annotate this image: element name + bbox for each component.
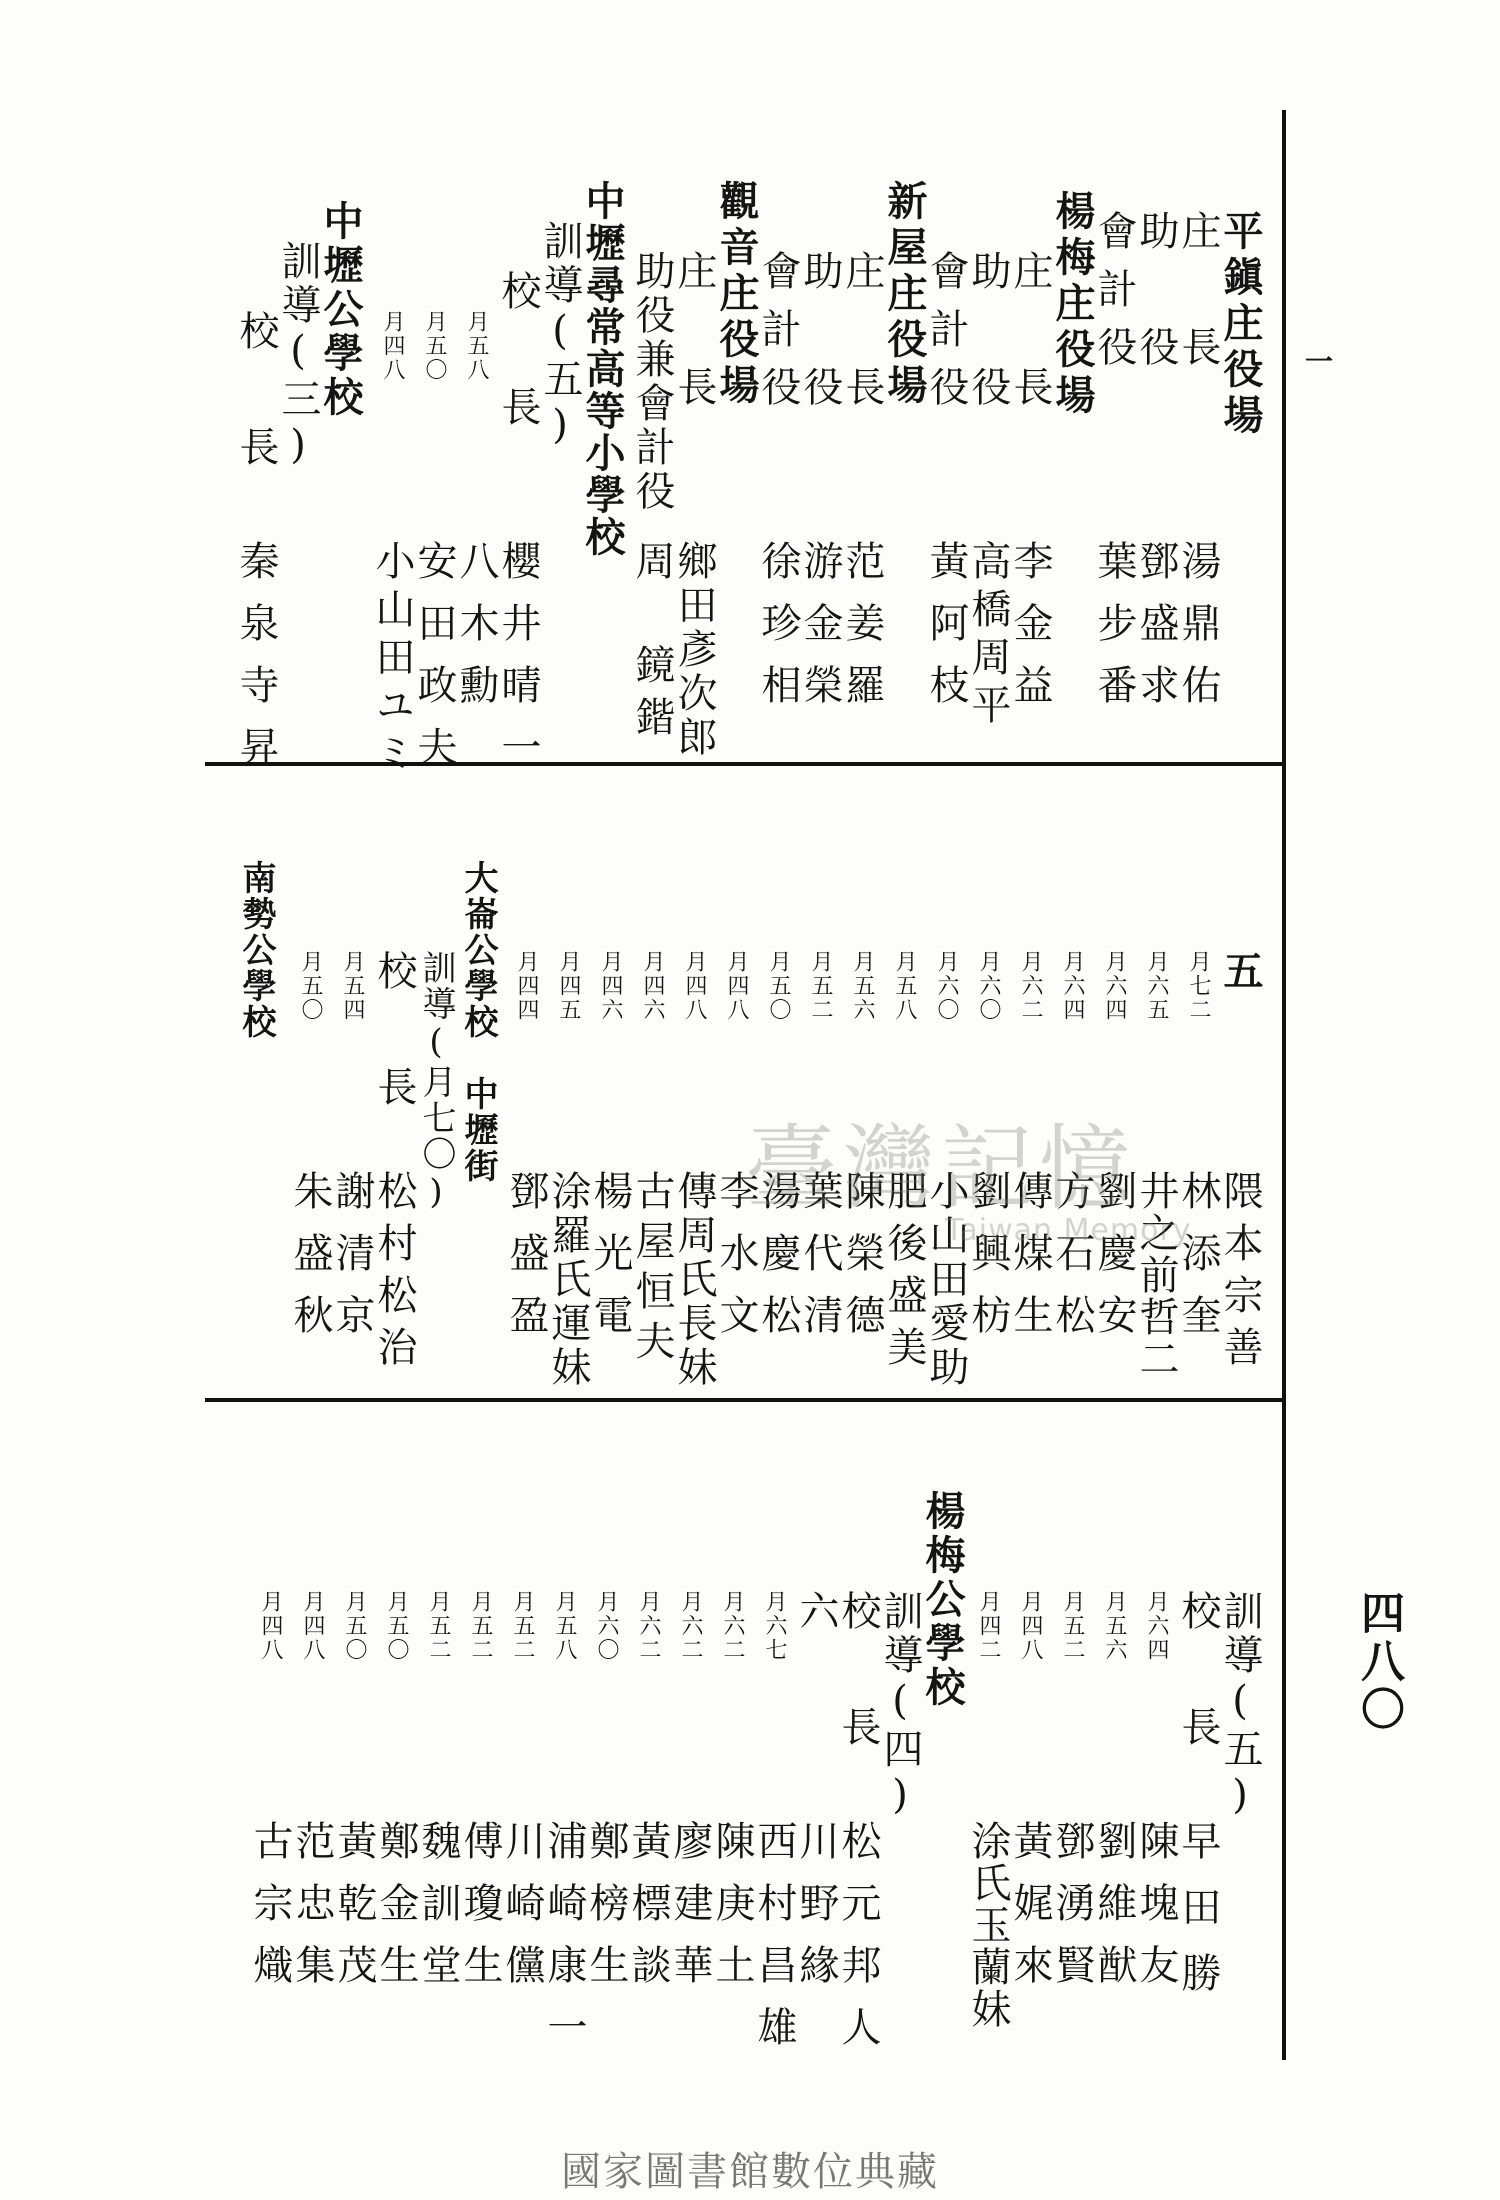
header-mark: 一 <box>1305 345 1334 378</box>
section-divider-middle <box>205 1398 1285 1402</box>
section-bottom: 訓導(五) 校 長 早田勝 月六四 陳塊友 月五六 劉維猷 月五二 鄧湧賢 月四八 黃娓來 月四二 涂氏玉蘭妹 楊梅公學校 訓導(四) 校 長 松元邦人 六 川野緣 月六七 西村昌雄 月六二 陳庚土 月六二 廖建華 月六二 黃標談 月六〇 鄭榜生 月五八 浦崎康一 月五二 川崎儻 月五二 傅瓊生 月五二 魏訓堂 月五〇 鄭金生 月五〇 黃乾茂 月四八 范忠集 月四八 古宗熾 <box>247 1490 1263 2068</box>
right-margin-rule <box>1282 110 1286 2060</box>
footer-credit: 國家圖書館數位典藏 <box>561 2149 939 2195</box>
section-top: 平鎭庄役場 庄 長 湯鼎佑 助 役 鄧盛求 會計役 葉步番 楊梅庄役場 庄 長 李金益 助 役 高橋周平 會計役 黃阿枝 新屋庄役場 庄 長 范姜羅 助 役 游金榮 會計役 徐珍相 觀音庄役場 庄 長 鄉田彥次郎 助役兼會計役 周 鏡鍇 中壢尋常高等小學校 訓導(五) 校 長 櫻井晴一 月五八 八木勳 月五〇 安田政夫 月四八 小山田ユミ 中壢公學校 訓導(三) 校 長 秦泉寺昇 <box>233 180 1264 788</box>
page-number: 四八〇 <box>1353 1590 1404 1734</box>
section-middle: 五 隈本宗善 月七二 林添奎 月六五 井之前哲二 月六四 劉慶安 月六四 方石松 月六二 傳煤生 月六〇 劉興枋 月六〇 小山田愛助 月五八 肥後盛美 月五六 陳榮德 月五二 葉代清 月五〇 湯慶松 月四八 李水文 月四八 傳周氏長妹 月四六 古屋恒夫 月四六 楊光電 月四五 涂羅氏運妹 月四四 鄧盛盈 大崙公學校 中壢街 訓導(月七〇) 校 長 松村松治 月五四 謝清京 月五〇 朱盛秋 南勢公學校 <box>236 860 1264 1390</box>
taiwan-memory-watermark: 臺灣記憶 Taiwan Memory <box>745 1115 1192 1248</box>
